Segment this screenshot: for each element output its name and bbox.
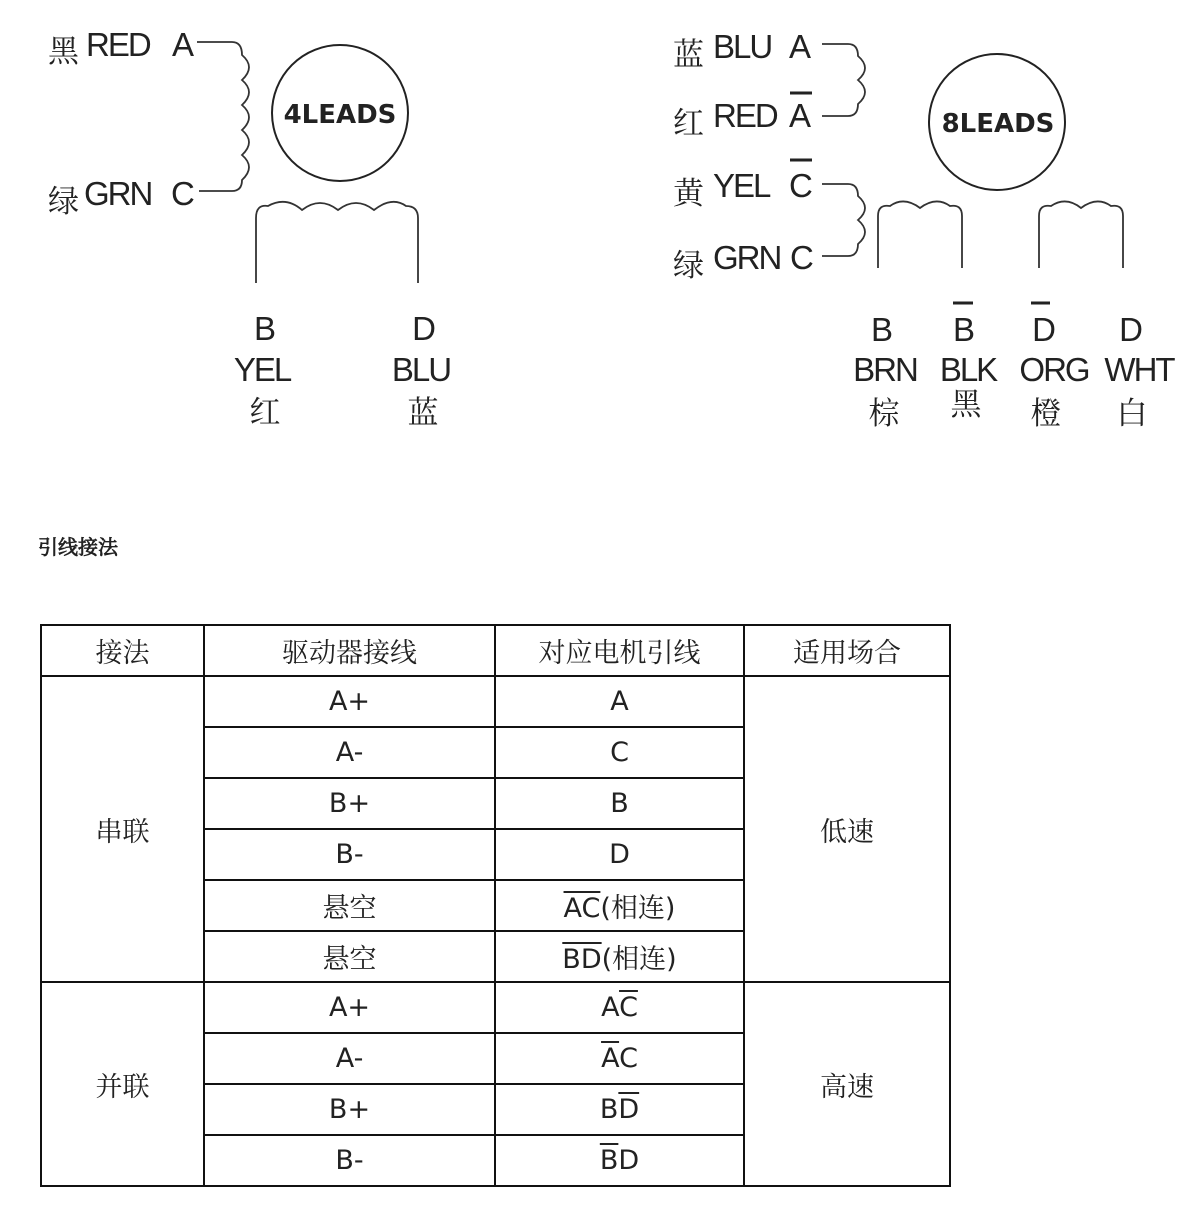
motor-lead-overbar: $\overline{AC}$	[563, 893, 601, 924]
driver-cell: B-	[204, 1135, 495, 1186]
lead-8-cbar-color: YEL	[713, 167, 770, 204]
coil-b-8leads	[878, 201, 962, 268]
lead-8-a-terminal: A	[789, 28, 810, 65]
lead-8-cbar-terminal: C	[789, 167, 811, 204]
driver-cell: B+	[204, 1084, 495, 1135]
wiring-diagrams	[0, 0, 1200, 470]
overbar-letter: $\overline{C}$	[619, 992, 638, 1023]
lead-8-a-color: BLU	[713, 28, 772, 65]
driver-cell: A-	[204, 1033, 495, 1084]
lead-8-abar-terminal: A	[789, 97, 810, 134]
motor-cell	[495, 1033, 744, 1084]
lead-8-d-terminal: D	[1119, 311, 1141, 348]
letter: B	[599, 1094, 619, 1125]
usage-cell: 低速	[744, 676, 950, 982]
lead-d-terminal: D	[412, 310, 434, 347]
coil-left-4leads	[197, 42, 249, 191]
motor-lead-overbar: $\overline{BD}$	[562, 944, 602, 975]
driver-cell: B+	[204, 778, 495, 829]
method-cell: 并联	[41, 982, 204, 1186]
lead-8-b-color: BRN	[853, 351, 917, 388]
lead-8-dbar-cn: 橙	[1030, 396, 1062, 432]
lead-d-cn: 蓝	[407, 395, 439, 431]
coil-a-8leads	[822, 44, 865, 116]
section-title: 引线接法	[38, 535, 118, 559]
lead-8-bbar-color: BLK	[939, 351, 997, 388]
table-row	[41, 982, 950, 1033]
motor-lead-split	[601, 992, 638, 1023]
table-row	[41, 676, 950, 727]
lead-8-bbar-cn: 黑	[950, 387, 982, 423]
motor-cell	[495, 1135, 744, 1186]
lead-8-c-terminal: C	[790, 239, 812, 276]
lead-8-dbar-color: ORG	[1019, 351, 1089, 388]
motor-suffix: (相连)	[601, 944, 677, 975]
wiring-table	[40, 624, 951, 1187]
motor-title-4leads: 4LEADS	[283, 100, 397, 130]
lead-d-color: BLU	[391, 351, 451, 388]
lead-b-color: YEL	[233, 351, 291, 388]
driver-cell: A+	[204, 982, 495, 1033]
overbar-letter: $\overline{D}$	[618, 1094, 640, 1125]
lead-a-cn: 黑	[48, 34, 79, 70]
letter: A	[601, 992, 620, 1023]
lead-c-cn: 绿	[48, 184, 79, 220]
method-cell: 串联	[41, 676, 204, 982]
driver-cell: A+	[204, 676, 495, 727]
table-header-row	[41, 625, 950, 676]
coil-d-8leads	[1039, 201, 1123, 268]
usage-cell: 高速	[744, 982, 950, 1186]
letter: C	[619, 1043, 638, 1074]
motor-cell	[495, 931, 744, 982]
motor-cell: D	[495, 829, 744, 880]
driver-cell: 悬空	[204, 931, 495, 982]
header-usage: 适用场合	[744, 625, 950, 676]
motor-cell	[495, 1084, 744, 1135]
lead-a-terminal: A	[172, 26, 193, 63]
lead-8-c-cn: 绿	[673, 248, 704, 284]
lead-a-color: RED	[86, 26, 150, 63]
letter: D	[618, 1145, 640, 1176]
lead-c-color: GRN	[84, 175, 152, 212]
lead-8-abar-cn: 红	[673, 106, 704, 142]
motor-lead-split	[600, 1094, 639, 1125]
motor-cell	[495, 880, 744, 931]
driver-cell: 悬空	[204, 880, 495, 931]
lead-8-bbar-terminal: B	[952, 311, 974, 348]
coil-c-8leads	[822, 184, 865, 256]
lead-8-cbar-cn: 黄	[673, 176, 704, 212]
diagram-8leads	[673, 28, 1175, 432]
motor-lead-split	[601, 1043, 638, 1074]
lead-8-b-cn: 棕	[868, 396, 900, 432]
lead-b-terminal: B	[253, 310, 275, 347]
lead-8-c-color: GRN	[713, 239, 781, 276]
lead-8-abar-color: RED	[713, 97, 777, 134]
lead-8-a-cn: 蓝	[673, 37, 704, 73]
diagram-4leads	[48, 26, 450, 431]
lead-8-b-terminal: B	[870, 311, 892, 348]
overbar-letter: $\overline{A}$	[601, 1043, 620, 1074]
header-method: 接法	[41, 625, 204, 676]
motor-cell: C	[495, 727, 744, 778]
driver-cell: A-	[204, 727, 495, 778]
motor-cell: A	[495, 676, 744, 727]
motor-cell: B	[495, 778, 744, 829]
motor-suffix: (相连)	[600, 893, 676, 924]
driver-cell: B-	[204, 829, 495, 880]
overbar-letter: $\overline{B}$	[599, 1145, 619, 1176]
motor-cell	[495, 982, 744, 1033]
lead-8-d-cn: 白	[1116, 396, 1148, 432]
coil-bottom-4leads	[256, 202, 418, 283]
lead-8-d-color: WHT	[1104, 351, 1174, 388]
lead-c-terminal: C	[171, 175, 193, 212]
motor-lead-split	[600, 1145, 639, 1176]
lead-8-dbar-terminal: D	[1032, 311, 1054, 348]
header-driver: 驱动器接线	[204, 625, 495, 676]
lead-b-cn: 红	[249, 395, 281, 431]
header-motor: 对应电机引线	[495, 625, 744, 676]
motor-title-8leads: 8LEADS	[941, 109, 1055, 139]
